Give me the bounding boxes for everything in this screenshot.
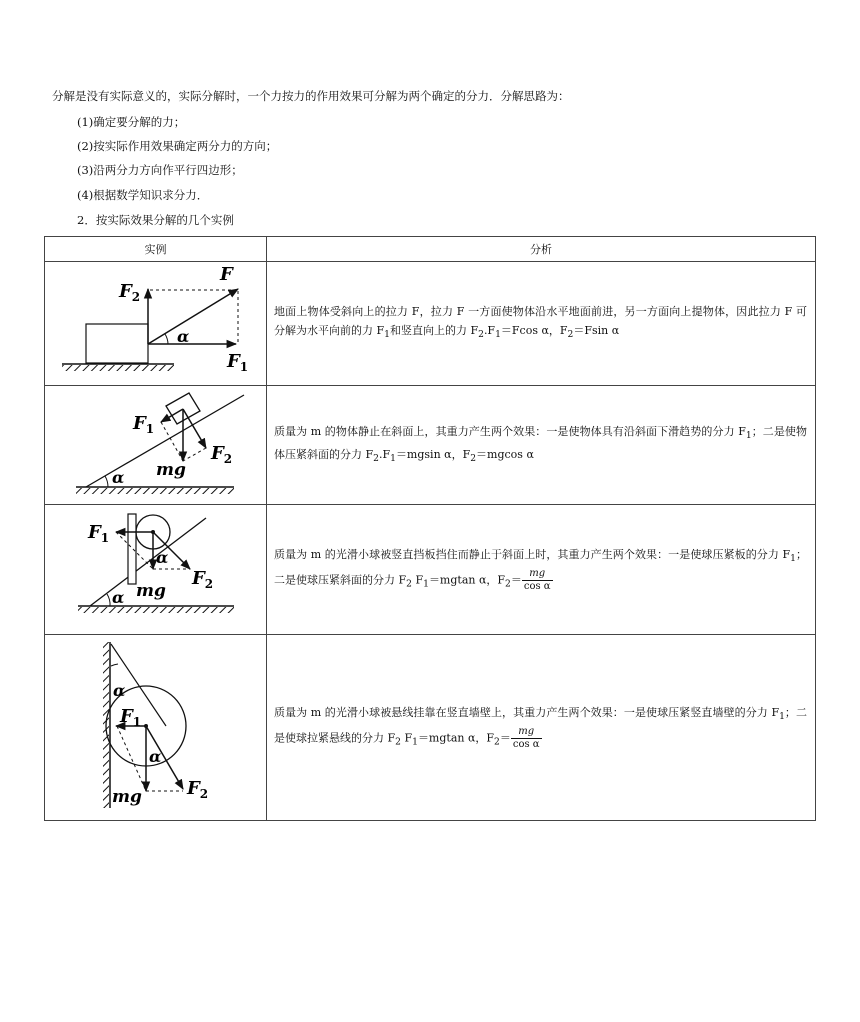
figure-cell bbox=[45, 505, 267, 635]
diagram-pulled-block bbox=[46, 263, 266, 385]
label-F2: $F_2$ bbox=[118, 280, 140, 304]
examples-table bbox=[44, 236, 816, 821]
table-header-row bbox=[45, 237, 816, 262]
label-alpha: α bbox=[176, 326, 189, 346]
header-analysis: 分析 bbox=[267, 237, 816, 262]
figure-cell bbox=[45, 635, 267, 821]
section-heading: 2．按实际效果分解的几个实例 bbox=[77, 213, 234, 227]
label-alpha: α bbox=[148, 746, 161, 766]
table-row bbox=[45, 262, 816, 386]
label-F1: $F_1$ bbox=[87, 521, 109, 545]
label-F: F bbox=[219, 263, 233, 285]
label-mg: mg bbox=[135, 580, 166, 601]
fraction: $\frac{mg}{\text{cos α}}$ bbox=[512, 726, 540, 751]
fraction: $\frac{mg}{\text{cos α}}$ bbox=[523, 568, 551, 593]
step-2: (2)按实际作用效果确定两分力的方向； bbox=[77, 139, 278, 153]
label-F2: $F_2$ bbox=[191, 567, 213, 591]
step-4: (4)根据数学知识求分力． bbox=[77, 188, 209, 202]
analysis-cell: 地面上物体受斜向上的拉力 F，拉力 F 一方面使物体沿水平地面前进，另一方面向上提物体，因此拉力 F 可分解为水平向前的力 $F_1$和竖直向上的力 $F_2.F_1=Fcos$ α，$F_2=Fsin$ α bbox=[267, 262, 816, 386]
diagram-ball-plate-incline bbox=[46, 506, 266, 634]
label-F1: $F_1$ bbox=[226, 350, 248, 374]
label-alpha-top: α bbox=[112, 680, 125, 700]
label-alpha: α bbox=[111, 467, 124, 487]
label-F2: $F_2$ bbox=[210, 442, 232, 466]
analysis-cell: 质量为 m 的物体静止在斜面上，其重力产生两个效果：一是使物体具有沿斜面下滑趋势的分力 $F_1$；二是使物体压紧斜面的分力 $F_2.F_1=mgsin$ α，$F_2=mgcos$ α bbox=[267, 386, 816, 505]
figure-cell bbox=[45, 262, 267, 386]
table-row bbox=[45, 505, 816, 635]
header-example: 实例 bbox=[45, 237, 267, 262]
label-mg: mg bbox=[155, 459, 186, 480]
figure-cell bbox=[45, 386, 267, 505]
intro-line: 分解是没有实际意义的，实际分解时，一个力按力的作用效果可分解为两个确定的分力．分解思路为： bbox=[52, 89, 570, 103]
analysis-cell: 质量为 m 的光滑小球被竖直挡板挡住而静止于斜面上时，其重力产生两个效果：一是使球压紧板的分力 $F_1$；二是使球压紧斜面的分力 $F_2$ $F_1=mgtan$ α，$F_2=$ $\frac{mg}{\text{cos α}}$ bbox=[267, 505, 816, 635]
label-F1: $F_1$ bbox=[132, 412, 154, 436]
label-mg: mg bbox=[111, 786, 142, 807]
table-row bbox=[45, 635, 816, 821]
label-alpha-incline: α bbox=[111, 587, 124, 607]
step-3: (3)沿两分力方向作平行四边形； bbox=[77, 163, 243, 177]
label-F1: $F_1$ bbox=[119, 705, 141, 729]
step-1: (1)确定要分解的力； bbox=[77, 115, 186, 129]
table-row bbox=[45, 386, 816, 505]
label-alpha: α bbox=[155, 547, 168, 567]
diagram-ball-hanging-wall bbox=[46, 636, 266, 820]
analysis-cell: 质量为 m 的光滑小球被悬线挂靠在竖直墙壁上，其重力产生两个效果：一是使球压紧竖直墙壁的分力 $F_1$；二是使球拉紧悬线的分力 $F_2$ $F_1=mgtan$ α，$F_2=$ $\frac{mg}{\text{cos α}}$ bbox=[267, 635, 816, 821]
diagram-block-on-incline bbox=[46, 387, 266, 504]
label-F2: $F_2$ bbox=[186, 777, 208, 801]
